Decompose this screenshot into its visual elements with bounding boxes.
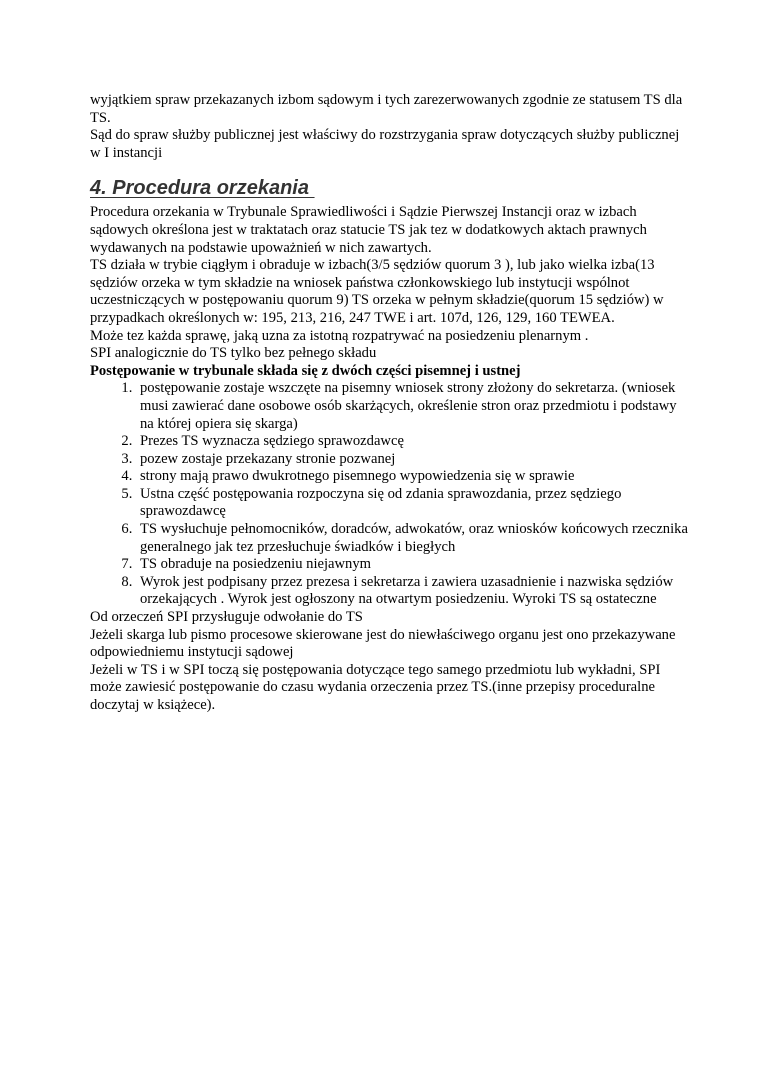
list-item: 7. TS obraduje na posiedzeniu niejawnym xyxy=(136,556,690,574)
list-item: 6. TS wysłuchuje pełnomocników, doradców, adwokatów, oraz wniosków końcowych rzecznika generalnego jak tez przesłuchuje świadków i biegłych xyxy=(136,521,690,556)
closing-paragraph-1: Od orzeczeń SPI przysługuje odwołanie do TS xyxy=(90,609,363,626)
document-page xyxy=(90,92,690,715)
bold-line: Postępowanie w trybunale składa się z dwóch części pisemnej i ustnej xyxy=(90,362,521,379)
paragraph-procedure: Procedura orzekania w Trybunale Sprawiedliwości i Sądzie Pierwszej Instancji oraz w izbach sądowych określona jest w traktatach oraz statucie TS jak tez w dodatkowych aktach prawnych wydawanych na podstawie upoważnień w nich zawartych. xyxy=(90,204,647,256)
intro-paragraph-2: Sąd do spraw służby publicznej jest właściwy do rozstrzygania spraw dotyczących służby publicznej w I instancji xyxy=(90,127,680,161)
list-item: 3. pozew zostaje przekazany stronie pozwanej xyxy=(136,451,690,469)
paragraph-plenary: Może tez każda sprawę, jaką uzna za istotną rozpatrywać na posiedzeniu plenarnym . xyxy=(90,327,589,344)
section-heading: 4. Procedura orzekania xyxy=(90,177,315,200)
closing-paragraph-2: Jeżeli skarga lub pismo procesowe skierowane jest do niewłaściwego organu jest ono przekazywane odpowiedniemu instytucji sądowej xyxy=(90,626,676,661)
paragraph-spi: SPI analogicznie do TS tylko bez pełnego składu xyxy=(90,345,377,362)
closing-paragraph-3: Jeżeli w TS i w SPI toczą się postępowania dotyczące tego samego przedmiotu lub wykładni, SPI może zawiesić postępowanie do czasu wydania orzeczenia przez TS.(inne przepisy proceduralne doczytaj w książece). xyxy=(90,661,661,713)
intro-paragraph-1: wyjątkiem spraw przekazanych izbom sądowym i tych zarezerwowanych zgodnie ze statusem TS dla TS. xyxy=(90,92,683,126)
list-item: 2. Prezes TS wyznacza sędziego sprawozdawcę xyxy=(136,433,690,451)
list-item: 8. Wyrok jest podpisany przez prezesa i sekretarza i zawiera uzasadnienie i nazwiska sędziów orzekających . Wyrok jest ogłoszony na otwartym posiedzeniu. Wyroki TS są ostateczne xyxy=(136,574,690,609)
paragraph-chambers: TS działa w trybie ciągłym i obraduje w izbach(3/5 sędziów quorum 3 ), lub jako wielka izba(13 sędziów orzeka w tym składzie na wniosek państwa członkowskiego lub instytucji wspólnot uczestniczących w postępowaniu quorum 9) TS orzeka w pełnym składzie(quorum 15 sędziów) w przypadkach określonych w: 195, 213, 216, 247 TWE i art. 107d, 126, 129, 160 TEWEA. xyxy=(90,257,664,326)
list-item: 1. postępowanie zostaje wszczęte na pisemny wniosek strony złożony do sekretarza. (wniosek musi zawierać dane osobowe osób skarżących, określenie stron oraz przedmiotu i podstawy na której opiera się skarga) xyxy=(136,380,690,433)
list-item: 4. strony mają prawo dwukrotnego pisemnego wypowiedzenia się w sprawie xyxy=(136,468,690,486)
list-item: 5. Ustna część postępowania rozpoczyna się od zdania sprawozdania, przez sędziego sprawozdawcę xyxy=(136,486,690,521)
steps-list xyxy=(90,380,690,609)
